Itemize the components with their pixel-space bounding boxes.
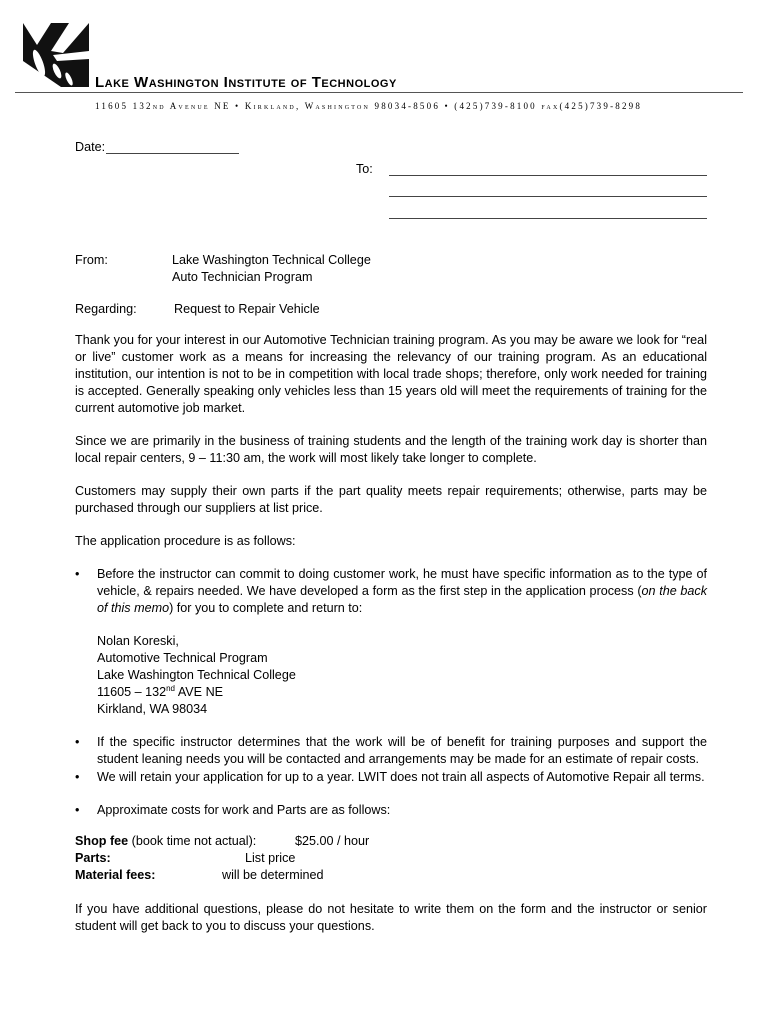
bullet-text: If the specific instructor determines that the work will be of benefit for training purposes and support the student leaning needs you will be contacted and arrangements may be made for an estimate of repair costs. — [97, 735, 707, 766]
street-text: 11605 – 132 — [97, 685, 167, 699]
cost-row — [75, 867, 707, 884]
cost-label: Parts: — [75, 851, 111, 865]
contact-street — [97, 684, 707, 701]
college-logo — [23, 23, 91, 89]
college-name: Lake Washington Institute of Technology — [95, 74, 397, 91]
contact-city: Kirkland, WA 98034 — [97, 702, 208, 716]
cost-label-cell — [75, 833, 295, 850]
from-line: Auto Technician Program — [172, 270, 313, 284]
cost-note: (book time not actual): — [128, 834, 257, 848]
paragraph: Customers may supply their own parts if the part quality meets repair requirements; otherwise, parts may be purchased through our suppliers at list price. — [75, 484, 707, 515]
header-rule — [15, 92, 743, 93]
bullet-item — [75, 566, 707, 617]
contact-college: Lake Washington Technical College — [97, 668, 296, 682]
to-label: To: — [356, 162, 373, 176]
street-sup: nd — [166, 683, 176, 693]
date-field[interactable] — [106, 153, 239, 154]
bullet-italic-text: on the back of this memo — [97, 584, 707, 615]
cost-row — [75, 850, 707, 867]
to-field-line-2[interactable] — [389, 196, 707, 197]
closing-paragraph: If you have additional questions, please do not hesitate to write them on the form and the instructor or senior student will get back to you to discuss your questions. — [75, 902, 707, 933]
cost-value: List price — [245, 851, 296, 865]
cost-value: $25.00 / hour — [295, 834, 370, 848]
from-line: Lake Washington Technical College — [172, 253, 371, 267]
cost-label-cell — [75, 867, 222, 884]
cost-label-cell — [75, 850, 245, 867]
regarding-label: Regarding: — [75, 302, 137, 316]
to-field-line-3[interactable] — [389, 218, 707, 219]
street-text: AVE NE — [175, 685, 224, 699]
bullet-text: Before the instructor can commit to doing customer work, he must have specific information as to the type of vehicle, & repairs needed. We have developed a form as the first step in the application process ( — [97, 567, 707, 598]
date-label: Date: — [75, 140, 106, 154]
memo-body — [75, 252, 707, 935]
paragraph: Thank you for your interest in our Automotive Technician training program. As you may be aware we look for “real or live” customer work as a means for increasing the relevancy of our training program. As an educational institution, our intention is not to be in competition with local trade shops; therefore, only work needed for training is accepted. Generally speaking only vehicles less than 15 years old will meet the requirements of training for the current automotive job market. — [75, 333, 707, 415]
cost-label: Shop fee — [75, 834, 129, 848]
from-label: From: — [75, 253, 108, 267]
bullet-item — [75, 734, 707, 768]
contact-address — [75, 633, 707, 718]
college-address: 11605 132nd Avenue NE • Kirkland, Washington 98034-8506 • (425)739-8100 fax(425)739-8298 — [95, 101, 643, 111]
bullet-text: We will retain your application for up to a year. LWIT does not train all aspects of Automotive Repair all terms. — [97, 770, 705, 784]
paragraph: The application procedure is as follows: — [75, 534, 296, 548]
regarding-row — [75, 301, 707, 318]
bullet-text: ) for you to complete and return to: — [169, 601, 363, 615]
cost-row — [75, 833, 707, 850]
cost-value: will be determined — [222, 868, 324, 882]
bullet-text: Approximate costs for work and Parts are as follows: — [97, 803, 391, 817]
from-row — [75, 252, 707, 286]
to-field-line-1[interactable] — [389, 175, 707, 176]
bullet-item — [75, 802, 707, 819]
bullet-text-block — [97, 566, 707, 617]
bullet-icon: • — [75, 567, 80, 581]
from-block — [172, 252, 371, 286]
regarding-value: Request to Repair Vehicle — [174, 302, 320, 316]
paragraph: Since we are primarily in the business of training students and the length of the training work day is shorter than local repair centers, 9 – 11:30 am, the work will most likely take longer to complete. — [75, 434, 707, 465]
bullet-icon: • — [75, 770, 80, 784]
bullet-icon: • — [75, 803, 80, 817]
bullet-item — [75, 769, 707, 786]
contact-name: Nolan Koreski, — [97, 634, 179, 648]
cost-label: Material fees: — [75, 868, 156, 882]
costs-table — [75, 833, 707, 884]
bullet-icon: • — [75, 735, 80, 749]
contact-program: Automotive Technical Program — [97, 651, 268, 665]
